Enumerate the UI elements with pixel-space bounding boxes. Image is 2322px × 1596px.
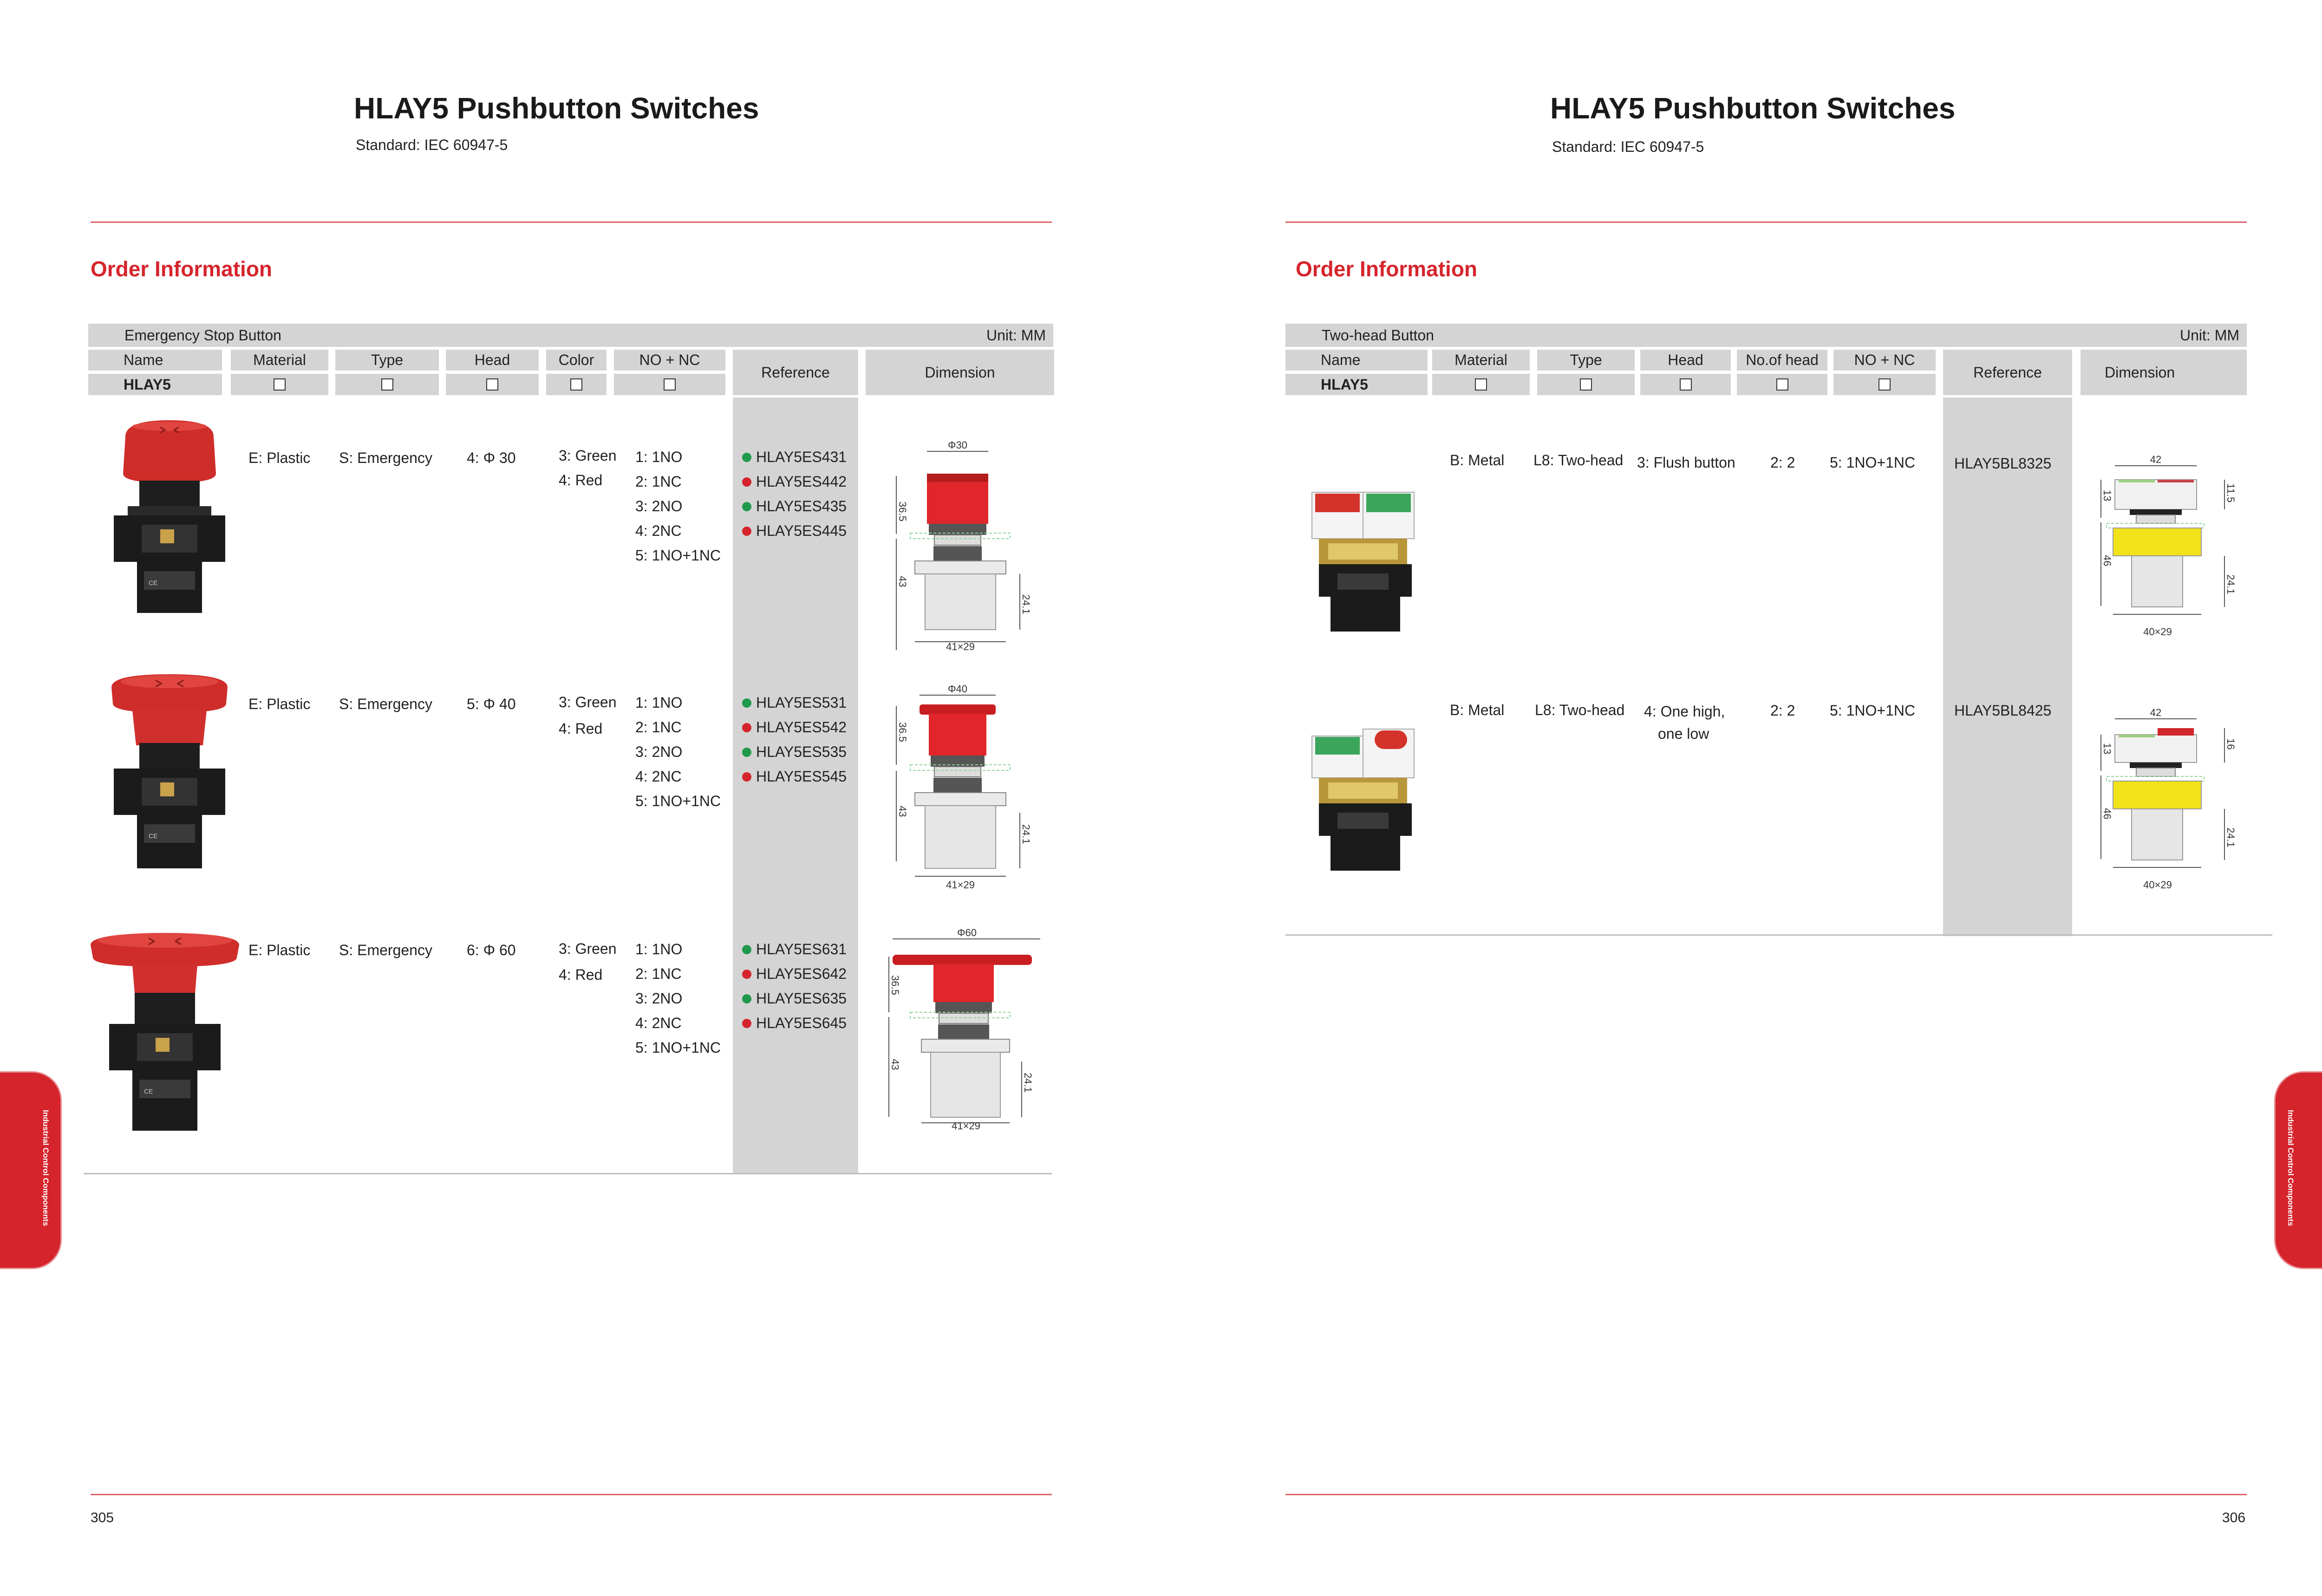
- side-tab-label: Industrial Control Components: [41, 1110, 50, 1226]
- two-head-button-photo-flush: [1310, 490, 1421, 636]
- svg-text:41×29: 41×29: [946, 879, 975, 891]
- header-head: Head: [1640, 350, 1731, 371]
- reference-column: [1943, 397, 2072, 936]
- svg-text:CE: CE: [144, 1088, 153, 1095]
- svg-text:24.1: 24.1: [2225, 574, 2237, 594]
- type-value: L8: Two-head: [1533, 452, 1624, 469]
- footer-divider: [91, 1494, 1052, 1495]
- header-color: Color: [546, 350, 607, 371]
- head-checkbox[interactable]: [1640, 374, 1731, 395]
- side-tab-label: Industrial Control Components: [2286, 1110, 2295, 1226]
- header-reference: Reference: [733, 350, 858, 395]
- green-dot-icon: [742, 945, 751, 954]
- color-option: 3: Green: [559, 447, 617, 464]
- unit-label: Unit: MM: [2180, 326, 2239, 344]
- color-option: 3: Green: [559, 940, 617, 957]
- contact-option: 1: 1NO: [635, 694, 683, 711]
- reference-code: HLAY5ES542: [742, 720, 847, 735]
- green-dot-icon: [742, 502, 751, 511]
- standard-text: Standard: IEC 60947-5: [1552, 138, 1704, 155]
- color-option: 4: Red: [559, 720, 603, 737]
- table-caption-bar: [88, 324, 1053, 347]
- svg-text:Φ60: Φ60: [957, 929, 977, 938]
- reference-code: HLAY5ES635: [742, 991, 847, 1006]
- svg-text:24.1: 24.1: [2225, 827, 2237, 847]
- svg-text:46: 46: [2101, 808, 2113, 820]
- red-dot-icon: [742, 1019, 751, 1028]
- svg-text:36.5: 36.5: [889, 975, 901, 995]
- page-title: HLAY5 Pushbutton Switches: [354, 91, 759, 125]
- material-value: B: Metal: [1450, 452, 1505, 469]
- divider: [91, 221, 1052, 223]
- material-value: E: Plastic: [248, 696, 311, 712]
- no-nc-value: 5: 1NO+1NC: [1830, 702, 1916, 719]
- dimension-drawing-40: [882, 685, 1040, 901]
- contact-option: 4: 2NC: [635, 1015, 682, 1031]
- table-bottom-line: [1285, 934, 2272, 936]
- svg-text:41×29: 41×29: [952, 1120, 980, 1132]
- head-value: 6: Φ 60: [467, 942, 516, 958]
- header-type: Type: [1537, 350, 1635, 371]
- side-tab: [0, 1073, 60, 1268]
- model-name: HLAY5: [1285, 374, 1428, 395]
- reference-code: HLAY5ES442: [742, 474, 847, 489]
- header-name: Name: [1285, 350, 1428, 371]
- type-value: L8: Two-head: [1535, 702, 1625, 718]
- no-nc-checkbox[interactable]: [614, 374, 725, 395]
- green-dot-icon: [742, 748, 751, 757]
- material-value: B: Metal: [1450, 702, 1505, 718]
- type-checkbox[interactable]: [1537, 374, 1635, 395]
- head-value: 4: One high,: [1644, 703, 1725, 720]
- contact-option: 3: 2NO: [635, 498, 683, 515]
- header-reference: Reference: [1943, 350, 2072, 395]
- header-no-of-head: No.of head: [1737, 350, 1827, 371]
- svg-text:CE: CE: [149, 579, 158, 586]
- contact-option: 2: 1NC: [635, 473, 682, 490]
- header-head: Head: [446, 350, 539, 371]
- svg-text:46: 46: [2101, 555, 2113, 567]
- svg-text:43: 43: [889, 1059, 901, 1070]
- svg-text:16: 16: [2225, 738, 2237, 750]
- reference-code: HLAY5BL8325: [1954, 455, 2052, 472]
- color-checkbox[interactable]: [546, 374, 607, 395]
- header-type: Type: [335, 350, 439, 371]
- contact-option: 5: 1NO+1NC: [635, 793, 721, 809]
- header-material: Material: [1432, 350, 1530, 371]
- material-checkbox[interactable]: [231, 374, 328, 395]
- header-no-nc: NO + NC: [614, 350, 725, 371]
- emergency-button-photo-60: [88, 924, 246, 1140]
- header-name: Name: [88, 350, 222, 371]
- head-value: 3: Flush button: [1637, 454, 1735, 471]
- color-option: 3: Green: [559, 694, 617, 710]
- reference-code: HLAY5ES431: [742, 449, 847, 464]
- no-of-head-value: 2: 2: [1770, 702, 1795, 719]
- reference-code: HLAY5ES435: [742, 499, 847, 514]
- svg-text:41×29: 41×29: [946, 641, 975, 652]
- svg-text:43: 43: [897, 806, 908, 817]
- unit-label: Unit: MM: [986, 326, 1046, 344]
- red-dot-icon: [742, 970, 751, 979]
- svg-text:40×29: 40×29: [2143, 879, 2172, 891]
- svg-text:24.1: 24.1: [1020, 594, 1032, 614]
- contact-option: 1: 1NO: [635, 449, 683, 465]
- head-value-line2: one low: [1658, 725, 1709, 742]
- emergency-button-photo-40: [104, 669, 235, 875]
- color-option: 4: Red: [559, 472, 603, 489]
- contact-option: 2: 1NC: [635, 719, 682, 736]
- green-dot-icon: [742, 453, 751, 462]
- contact-option: 4: 2NC: [635, 522, 682, 539]
- dimension-drawing-flush: [2085, 453, 2238, 650]
- side-tab: [2276, 1073, 2322, 1268]
- red-dot-icon: [742, 527, 751, 536]
- svg-text:40×29: 40×29: [2143, 626, 2172, 638]
- material-value: E: Plastic: [248, 449, 311, 466]
- svg-text:Φ30: Φ30: [947, 441, 968, 451]
- footer-divider: [1285, 1494, 2247, 1495]
- no-nc-checkbox[interactable]: [1833, 374, 1936, 395]
- reference-code: HLAY5ES645: [742, 1016, 847, 1030]
- red-dot-icon: [742, 772, 751, 782]
- svg-text:CE: CE: [149, 832, 158, 840]
- svg-text:36.5: 36.5: [897, 502, 908, 521]
- color-option: 4: Red: [559, 966, 603, 983]
- material-value: E: Plastic: [248, 942, 311, 958]
- type-value: S: Emergency: [339, 696, 432, 712]
- table-caption-bar: [1285, 324, 2247, 347]
- contact-option: 5: 1NO+1NC: [635, 547, 721, 564]
- no-nc-value: 5: 1NO+1NC: [1830, 454, 1916, 471]
- reference-code: HLAY5ES531: [742, 695, 847, 710]
- table-caption: Two-head Button: [1322, 326, 1434, 344]
- header-material: Material: [231, 350, 328, 371]
- svg-text:42: 42: [2150, 707, 2162, 718]
- page-title: HLAY5 Pushbutton Switches: [1550, 91, 1956, 125]
- table-caption: Emergency Stop Button: [124, 326, 281, 344]
- red-dot-icon: [742, 477, 751, 487]
- reference-code: HLAY5ES631: [742, 942, 847, 957]
- no-of-head-checkbox[interactable]: [1737, 374, 1827, 395]
- dimension-drawing-60: [882, 929, 1040, 1145]
- header-dimension: Dimension: [866, 350, 1054, 395]
- reference-code: HLAY5ES535: [742, 744, 847, 759]
- svg-text:24.1: 24.1: [1022, 1073, 1034, 1093]
- material-checkbox[interactable]: [1432, 374, 1530, 395]
- contact-option: 3: 2NO: [635, 743, 683, 760]
- reference-code: HLAY5BL8425: [1954, 702, 2052, 719]
- svg-text:36.5: 36.5: [897, 722, 908, 742]
- svg-text:11.5: 11.5: [2225, 483, 2237, 503]
- svg-text:24.1: 24.1: [1020, 824, 1032, 844]
- green-dot-icon: [742, 994, 751, 1003]
- green-dot-icon: [742, 698, 751, 708]
- reference-code: HLAY5ES545: [742, 769, 847, 784]
- standard-text: Standard: IEC 60947-5: [356, 137, 508, 153]
- header-no-nc: NO + NC: [1833, 350, 1936, 371]
- two-head-button-photo-high-low: [1310, 727, 1421, 878]
- table-bottom-line: [84, 1173, 1052, 1174]
- svg-text:13: 13: [2101, 490, 2113, 502]
- reference-code: HLAY5ES642: [742, 966, 847, 981]
- type-value: S: Emergency: [339, 942, 432, 958]
- svg-text:Φ40: Φ40: [947, 685, 968, 695]
- page-number: 305: [91, 1510, 114, 1525]
- head-value: 4: Φ 30: [467, 449, 516, 466]
- section-heading: Order Information: [1296, 257, 1478, 281]
- contact-option: 2: 1NC: [635, 965, 682, 982]
- dimension-drawing-high-low: [2085, 706, 2238, 903]
- divider: [1285, 221, 2247, 223]
- svg-text:42: 42: [2150, 454, 2162, 465]
- red-dot-icon: [742, 723, 751, 732]
- svg-text:13: 13: [2101, 743, 2113, 755]
- page-number: 306: [2222, 1510, 2246, 1525]
- head-value: 5: Φ 40: [467, 696, 516, 712]
- contact-option: 5: 1NO+1NC: [635, 1039, 721, 1056]
- contact-option: 3: 2NO: [635, 990, 683, 1007]
- contact-option: 1: 1NO: [635, 941, 683, 958]
- type-value: S: Emergency: [339, 449, 432, 466]
- section-heading: Order Information: [91, 257, 273, 281]
- svg-text:43: 43: [897, 576, 908, 587]
- header-dimension: Dimension: [2081, 350, 2247, 395]
- dimension-drawing-30: [882, 441, 1040, 657]
- emergency-button-photo-30: [104, 418, 235, 625]
- reference-code: HLAY5ES445: [742, 523, 847, 538]
- contact-option: 4: 2NC: [635, 768, 682, 785]
- head-checkbox[interactable]: [446, 374, 539, 395]
- type-checkbox[interactable]: [335, 374, 439, 395]
- no-of-head-value: 2: 2: [1770, 454, 1795, 471]
- model-name: HLAY5: [88, 374, 222, 395]
